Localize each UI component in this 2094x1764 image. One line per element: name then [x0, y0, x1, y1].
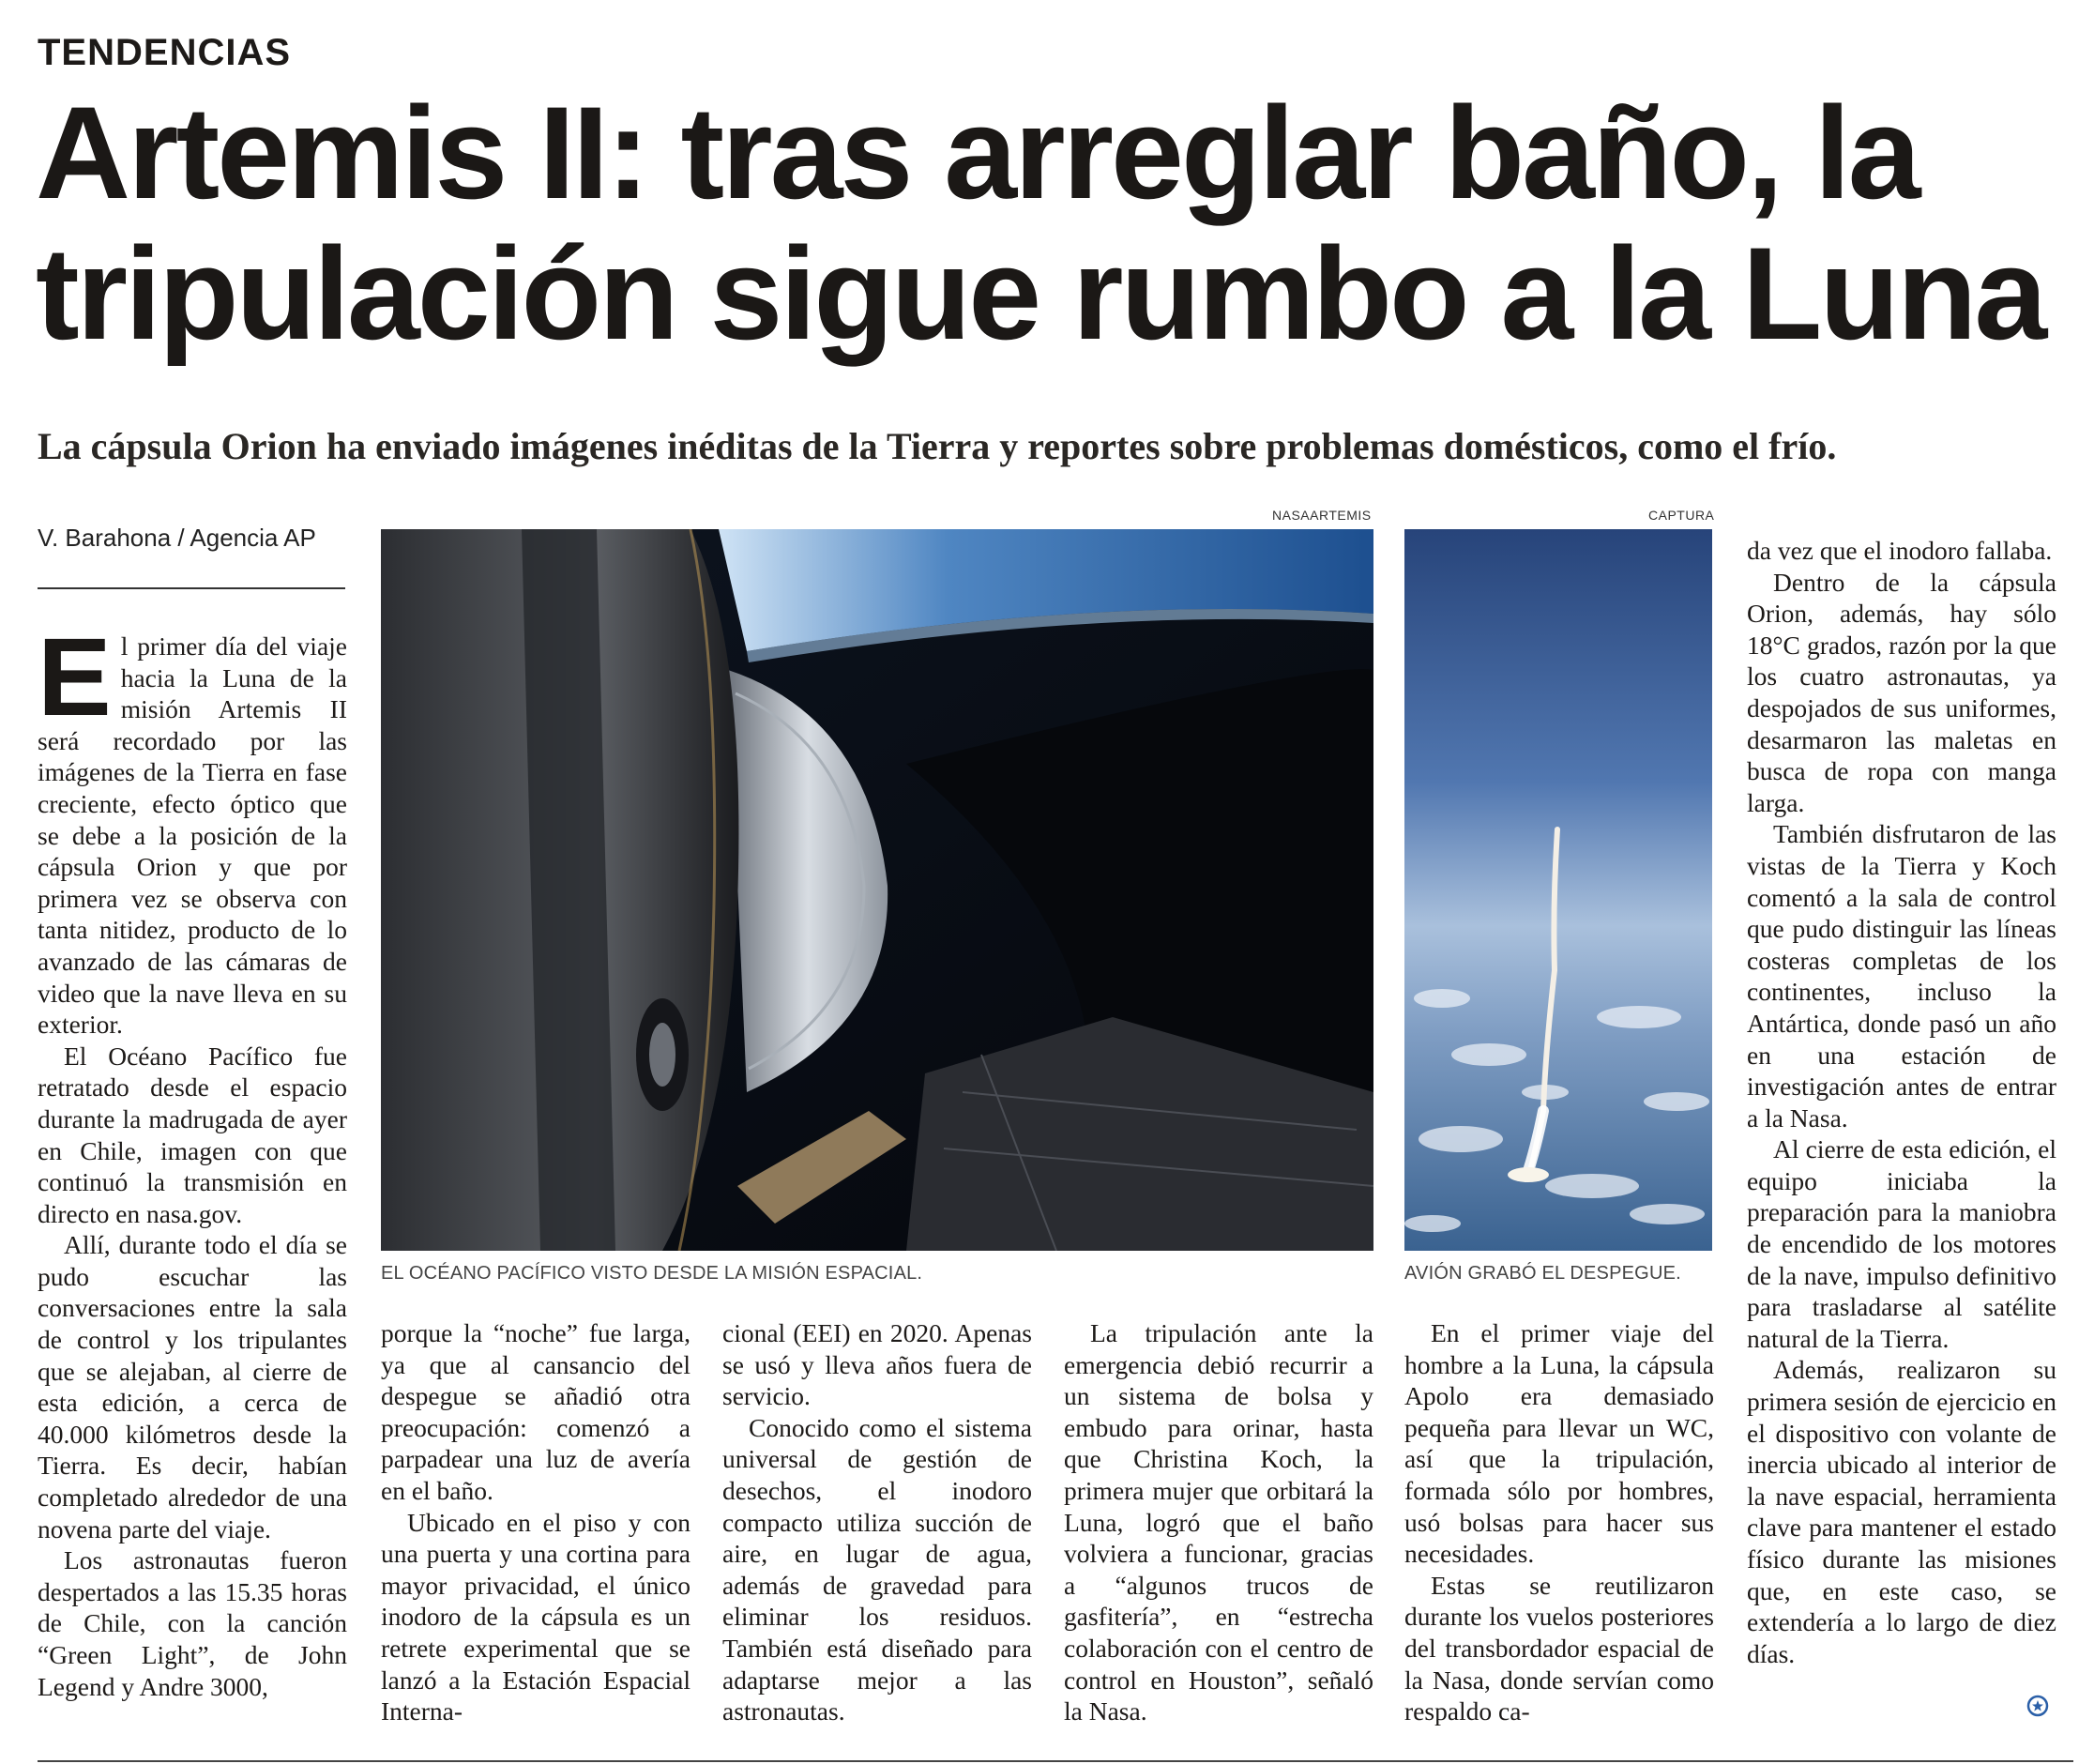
paragraph: Además, realizaron su primera sesión de ejercicio en el dispositivo con volante de inercia ubicado al interior de la nave espacial, herramienta clave para mantener el estado físico durante las misiones que, en este caso, se extendería a lo largo de diez días.: [1747, 1355, 2056, 1668]
article-column-6: [1747, 535, 2056, 1730]
paragraph: El Océano Pacífico fue retratado desde el espacio durante la madrugada de ayer en Chile, imagen con que continuó la transmisión en directo en nasa.gov.: [38, 1041, 347, 1228]
main-photo-earth-from-orion: [381, 529, 1373, 1251]
paragraph: cional (EEI) en 2020. Apenas se usó y lleva años fuera de servicio.: [722, 1318, 1032, 1411]
paragraph: Conocido como el sistema universal de gestión de desechos, el inodoro compacto utiliza succión de aire, en lugar de agua, además de gravedad para eliminar los residuos. También está diseñado para adaptarse mejor a las astronautas.: [722, 1412, 1032, 1726]
deck-subtitle: La cápsula Orion ha enviado imágenes inéditas de la Tierra y reportes sobre problemas domésticos, como el frío.: [38, 425, 1837, 467]
side-photo-credit: CAPTURA: [1648, 508, 1715, 523]
main-photo-caption: EL OCÉANO PACÍFICO VISTO DESDE LA MISIÓN ESPACIAL.: [381, 1263, 923, 1284]
paragraph: Los astronautas fueron despertados a las 15.35 horas de Chile, con la canción “Green Light”, de John Legend y Andre 3000,: [38, 1545, 347, 1701]
rocket-launch-illustration: [1404, 529, 1712, 1251]
paragraph: También disfrutaron de las vistas de la Tierra y Koch comentó a la sala de control que pudo distinguir las líneas costeras completas de los continentes, incluso la Antártica, donde pasó un año en una estación de investigación antes de entrar a la Nasa.: [1747, 819, 2056, 1133]
paragraph: Dentro de la cápsula Orion, además, hay sólo 18°C grados, razón por la que los cuatro astronautas, ya despojados de sus uniformes, desarmaron las maletas en busca de ropa con manga larga.: [1747, 567, 2056, 817]
headline: Artemis II: tras arreglar baño, la tripulación sigue rumbo a la Luna: [36, 79, 2045, 367]
paragraph: da vez que el inodoro fallaba.: [1747, 536, 2053, 565]
paragraph: Ubicado en el piso y con una puerta y una cortina para mayor privacidad, el único inodoro de la cápsula es un retrete experimental que se lanzó a la Estación Espacial Interna-: [381, 1507, 690, 1726]
paragraph: porque la “noche” fue larga, ya que al cansancio del despegue se añadió otra preocupación: comenzó a parpadear una luz de avería en el baño.: [381, 1318, 690, 1505]
paragraph: La tripulación ante la emergencia debió recurrir a un sistema de bolsa y embudo para orinar, hasta que Christina Koch, la primera mujer que orbitará la Luna, logró que el baño volviera a funcionar, gracias a “algunos trucos de gasfitería”, en “estrecha colaboración con el centro de control en Houston”, señaló la Nasa.: [1064, 1318, 1373, 1726]
side-photo-launch-from-plane: [1404, 529, 1712, 1251]
paragraph: Estas se reutilizaron durante los vuelos posteriores del transbordador espacial de la Nasa, donde servían como respaldo ca-: [1404, 1570, 1714, 1726]
paragraph: Allí, durante todo el día se pudo escuchar las conversaciones entre la sala de control y los tripulantes que se alejaban, al cierre de esta edición, a cerca de 40.000 kilómetros desde la Tierra. Es decir, habían completado alrededor de una novena parte del viaje.: [38, 1230, 347, 1544]
article-column-5: [1404, 1317, 1714, 1730]
bottom-rule: [38, 1760, 2073, 1762]
article-column-2: [381, 1317, 690, 1730]
paragraph: En el primer viaje del hombre a la Luna, la cápsula Apolo era demasiado pequeña para llevar un WC, así que la tripulación, formada sólo por hombres, usó bolsas para hacer sus necesidades.: [1404, 1318, 1714, 1569]
drop-cap: E: [38, 631, 112, 739]
side-photo-caption: AVIÓN GRABÓ EL DESPEGUE.: [1404, 1263, 1681, 1284]
byline-divider: [38, 587, 345, 589]
article-column-3: [722, 1317, 1032, 1730]
byline: V. Barahona / Agencia AP: [38, 524, 316, 552]
end-of-article-icon: [2026, 1695, 2049, 1717]
paragraph: Al cierre de esta edición, el equipo iniciaba la preparación para la maniobra de encendido de los motores de la nave, impulso definitivo para trasladarse al satélite natural de la Tierra.: [1747, 1134, 2056, 1353]
paragraph: l primer día del viaje hacia la Luna de la misión Artemis II será recordado por las imágenes de la Tierra en fase creciente, efecto óptico que se debe a la posición de la cápsula Orion y que por primera vez se observa con tanta nitidez, producto de lo avanzado de las cámaras de video que la nave lleva en su exterior.: [38, 631, 347, 1040]
main-photo-credit: NASAARTEMIS: [1272, 508, 1372, 523]
article-column-1: [38, 631, 347, 1728]
section-label: TENDENCIAS: [38, 32, 292, 73]
article-column-4: [1064, 1317, 1373, 1730]
earth-orbit-illustration: [381, 529, 1373, 1251]
